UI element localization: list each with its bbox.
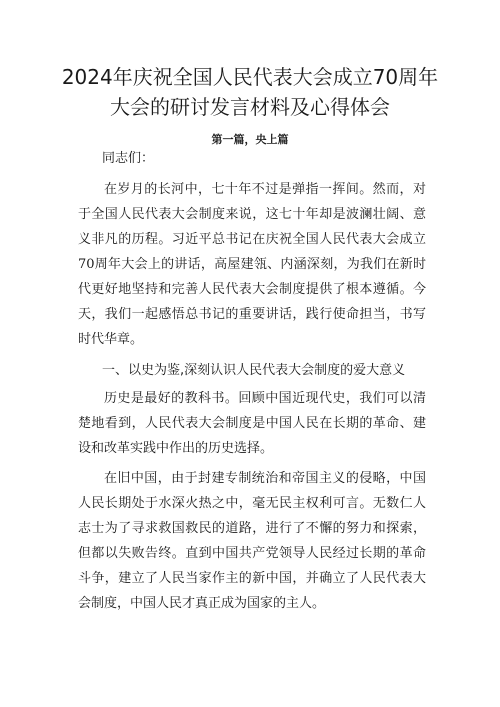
paragraph-intro: 在岁月的长河中，七十年不过是弹指一挥间。然而，对于全国人民代表大会制度来说，这七十年却是波澜壮阔、意义非凡的历程。习近平总书记在庆祝全国人民代表大会成立70周年大会上的讲话，高屋建瓴、内涵深刻，为我们在新时代更好地坚持和完善人民代表大会制度提供了根本遵循。今天，我们一起感悟总书记的重要讲话，践行使命担当，书写时代华章。 xyxy=(78,182,426,347)
document-title-line-1: 2024年庆祝全国人民代表大会成立70周年 xyxy=(61,65,439,89)
document-title-line-2: 大会的研讨发言材料及心得体会 xyxy=(110,95,390,119)
document-subtitle: 第一篇，央上篇 xyxy=(211,133,289,146)
greeting: 同志们： xyxy=(102,151,155,166)
paragraph-history: 历史是最好的教科书。回顾中国近现代史，我们可以清楚地看到，人民代表大会制度是中国人民在长期的革命、建设和改革实践中作出的历史选择。 xyxy=(78,391,426,456)
section-heading-1: 一、以史为鉴,深刻认识人民代表大会制度的爱大意义 xyxy=(102,363,406,378)
paragraph-old-china: 在旧中国，由于封建专制统治和帝国主义的侵略，中国人民长期处于水深火热之中，毫无民主权利可言。无数仁人志士为了寻求救国救民的道路，进行了不懈的努力和探索，但都以失败告终。直到中国共产党领导人民经过长期的革命斗争，建立了人民当家作主的新中国，并确立了人民代表大会制度，中国人民才真正成为国家的主人。 xyxy=(78,471,426,611)
